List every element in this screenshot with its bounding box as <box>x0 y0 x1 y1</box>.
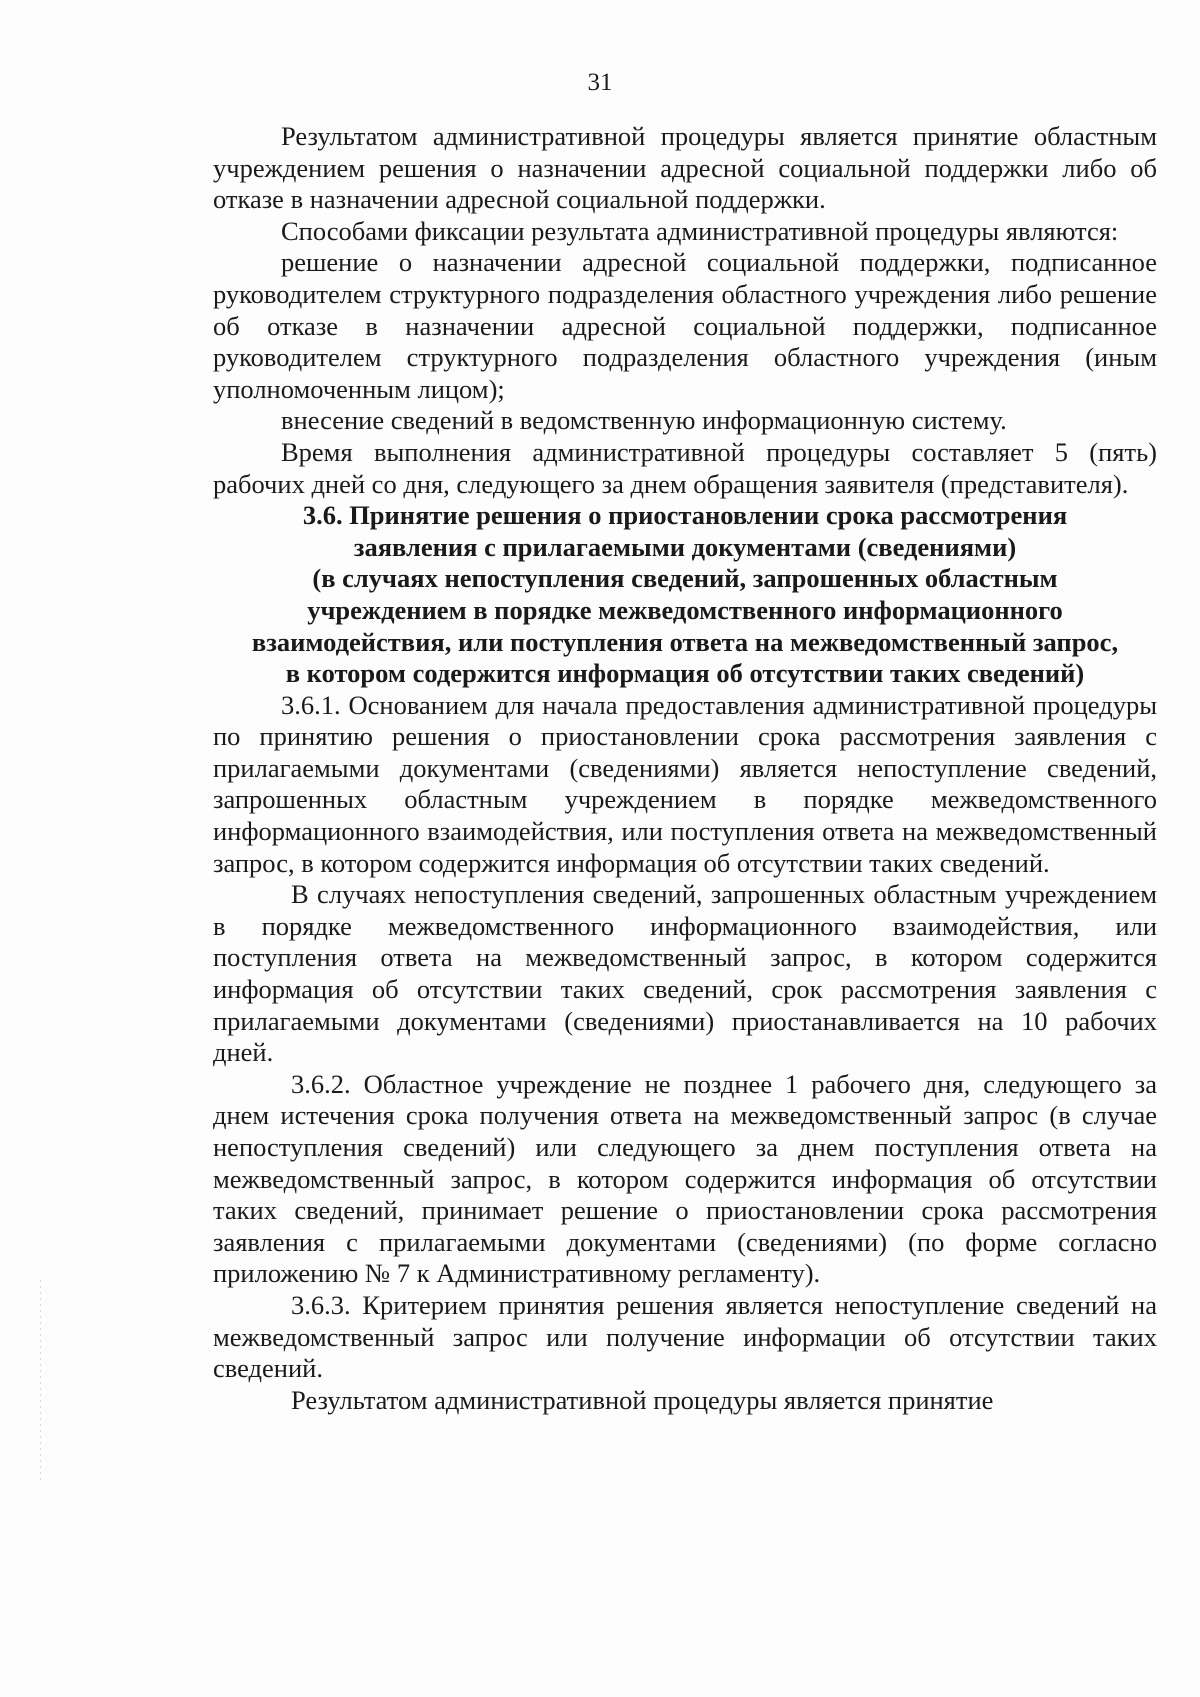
scan-margin-mark <box>40 1280 41 1480</box>
paragraph: 3.6.1. Основанием для начала предоставления административной процедуры по принятию решения о приостановлении срока рассмотрения заявления с прилагаемыми документами (сведениями) является непоступление сведений, запрошенных областным учреждением в порядке межведомственного информационного взаимодействия, или поступления ответа на межведомственный запрос, в котором содержится информация об отсутствии таких сведений. <box>213 689 1157 878</box>
paragraph: Результатом административной процедуры является принятие областным учреждением решения о назначении адресной социальной поддержки либо об отказе в назначении адресной социальной поддержки. <box>213 121 1157 215</box>
page-number: 31 <box>587 69 613 96</box>
section-heading-line: в котором содержится информация об отсутствии таких сведений) <box>285 658 1085 689</box>
document-body <box>213 121 1157 1416</box>
paragraph: Результатом административной процедуры является принятие <box>291 1384 994 1415</box>
paragraph: Время выполнения административной процедуры составляет 5 (пять) рабочих дней со дня, следующего за днем обращения заявителя (представителя). <box>213 436 1157 499</box>
section-heading-line: (в случаях непоступления сведений, запрошенных областным <box>312 563 1058 594</box>
section-heading-line: 3.6. Принятие решения о приостановлении срока рассмотрения <box>302 500 1068 531</box>
paragraph: Способами фиксации результата административной процедуры являются: <box>281 215 1119 246</box>
section-heading-line: учреждением в порядке межведомственного информационного <box>307 594 1063 625</box>
paragraph: внесение сведений в ведомственную информационную систему. <box>281 405 1007 436</box>
paragraph: В случаях непоступления сведений, запрошенных областным учреждением в порядке межведомственного информационного взаимодействия, или поступления ответа на межведомственный запрос, в котором содержится информация об отсутствии таких сведений, срок рассмотрения заявления с прилагаемыми документами (сведениями) приостанавливается на 10 рабочих дней. <box>213 879 1157 1068</box>
paragraph: 3.6.2. Областное учреждение не позднее 1 рабочего дня, следующего за днем истечения срока получения ответа на межведомственный запрос (в случае непоступления сведений) или следующего за днем поступления ответа на межведомственный запрос, в котором содержится информация об отсутствии таких сведений, принимает решение о приостановлении срока рассмотрения заявления с прилагаемыми документами (сведениями) (по форме согласно приложению № 7 к Административному регламенту). <box>213 1068 1157 1289</box>
section-heading-line: взаимодействия, или поступления ответа на межведомственный запрос, <box>251 626 1119 657</box>
section-heading-line: заявления с прилагаемыми документами (сведениями) <box>353 531 1017 562</box>
paragraph: 3.6.3. Критерием принятия решения является непоступление сведений на межведомственный запрос или получение информации об отсутствии таких сведений. <box>213 1289 1157 1384</box>
paragraph: решение о назначении адресной социальной поддержки, подписанное руководителем структурного подразделения областного учреждения либо решение об отказе в назначении адресной социальной поддержки, подписанное руководителем структурного подразделения областного учреждения (иным уполномоченным лицом); <box>213 247 1157 404</box>
